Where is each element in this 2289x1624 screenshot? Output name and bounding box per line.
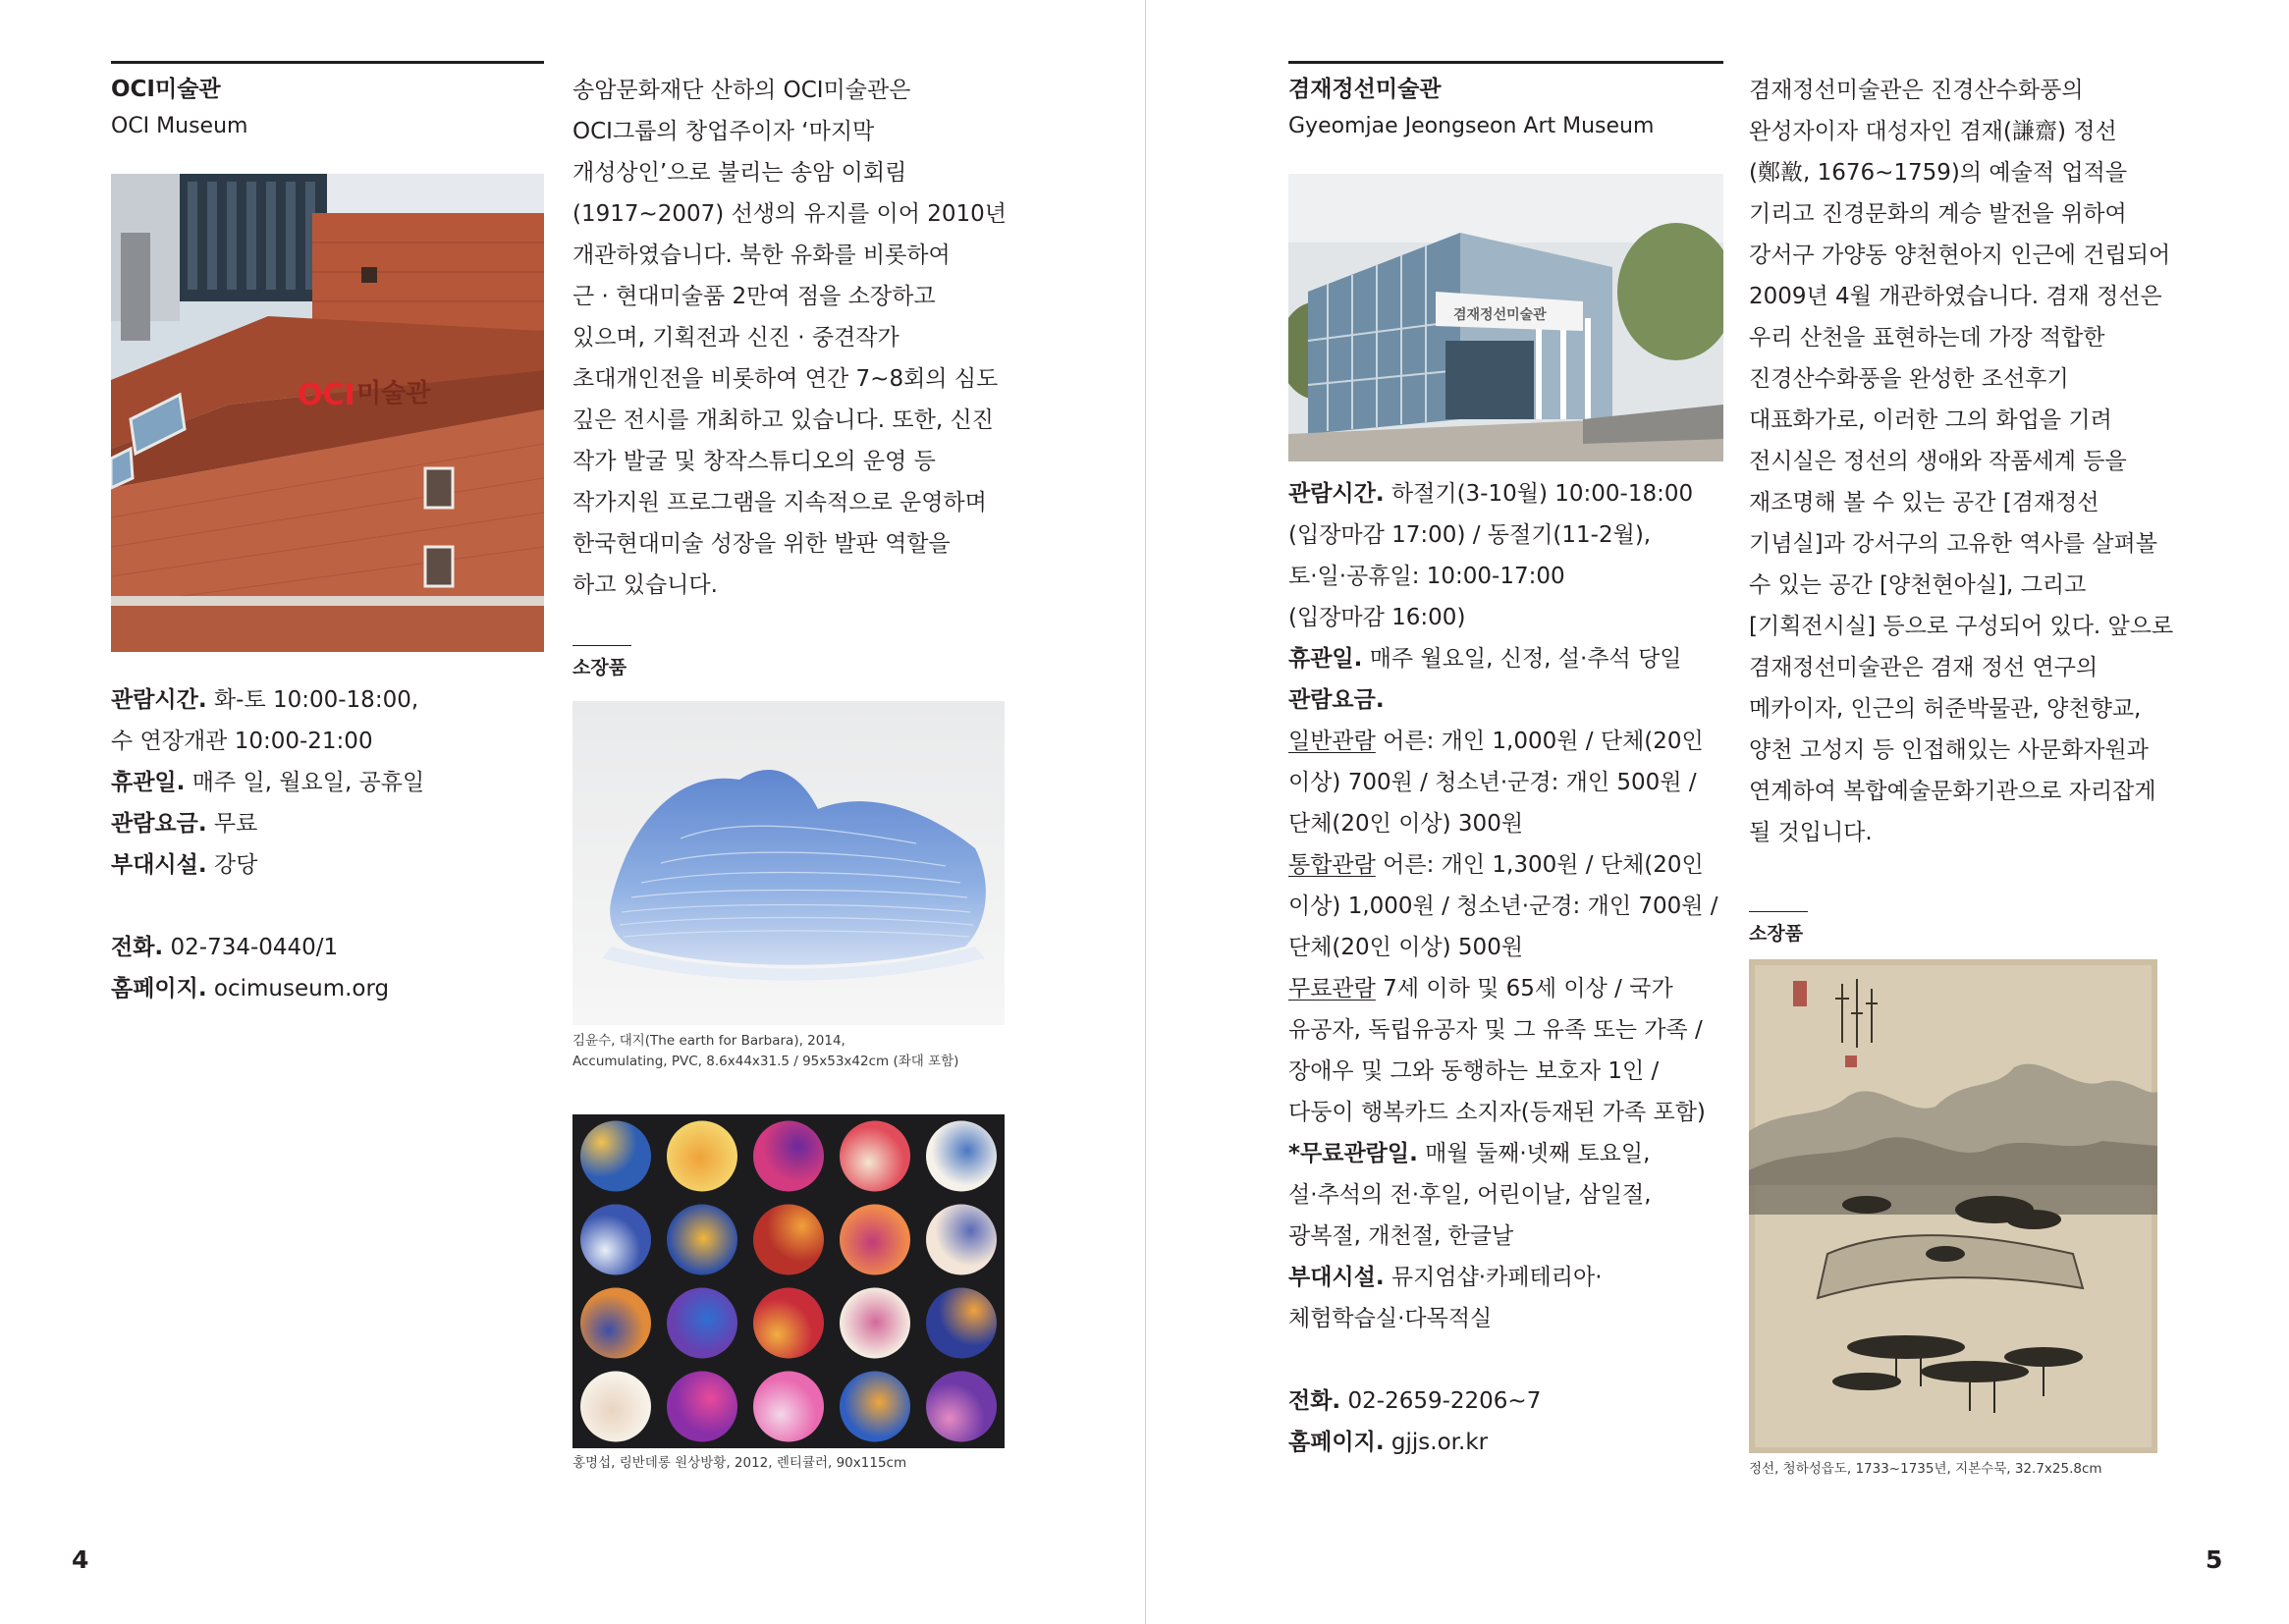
lenticular-circle — [840, 1205, 910, 1275]
info-line: 부대시설. 강당 — [111, 852, 258, 878]
info-line: 부대시설. 뮤지엄샵·카페테리아· — [1288, 1265, 1603, 1290]
info-line: 휴관일. 매주 일, 월요일, 공휴일 — [111, 770, 425, 795]
lenticular-circle — [580, 1288, 651, 1359]
description-line: 완성자이자 대성자인 겸재(謙齋) 정선 — [1749, 119, 2117, 144]
description-line: 대표화가로, 이러한 그의 화업을 기려 — [1749, 407, 2112, 433]
description-line: 연계하여 복합예술문화기관으로 자리잡게 — [1749, 779, 2156, 804]
description-line: 기리고 진경문화의 계승 발전을 위하여 — [1749, 201, 2127, 227]
info-line: 휴관일. 매주 월요일, 신정, 설·추석 당일 — [1288, 646, 1682, 672]
svg-text:OCI: OCI — [298, 378, 355, 412]
info-line: 무료관람 7세 이하 및 65세 이상 / 국가 — [1288, 976, 1673, 1001]
visit-info-list — [1288, 473, 1718, 1463]
description-line: 진경산수화풍을 완성한 조선후기 — [1749, 366, 2069, 392]
museum-description — [1749, 70, 2173, 853]
description-line: [기획전시실] 등으로 구성되어 있다. 앞으로 — [1749, 614, 2174, 639]
description-line: (鄭敾, 1676~1759)의 예술적 업적을 — [1749, 160, 2128, 186]
description-line: 겸재정선미술관은 진경산수화풍의 — [1749, 78, 2084, 103]
lenticular-circle — [667, 1372, 737, 1442]
info-line: 전화. 02-2659-2206~7 — [1288, 1388, 1542, 1414]
description-line: 초대개인전을 비롯하여 연간 7~8회의 심도 — [572, 366, 999, 392]
description-line: 메카이자, 인근의 허준박물관, 양천향교, — [1749, 696, 2142, 722]
collection-rule — [1749, 911, 1808, 912]
collection-rule — [572, 645, 631, 646]
info-line: 다둥이 행복카드 소지자(등재된 가족 포함) — [1288, 1100, 1706, 1125]
phone-line: 전화. 02-734-0440/1 — [111, 935, 339, 960]
collection-label: 소장품 — [1749, 923, 1804, 945]
description-line: 있으며, 기획전과 신진 · 중견작가 — [572, 325, 899, 351]
gyeomjae-building-photo — [1288, 174, 1723, 461]
info-line: 관람시간. 하절기(3-10월) 10:00-18:00 — [1288, 481, 1694, 507]
artwork-lenticular-circles — [572, 1114, 1005, 1448]
collection-label: 소장품 — [572, 657, 627, 678]
info-line: 체험학습실·다목적실 — [1288, 1306, 1493, 1331]
museum-title-english: OCI Museum — [111, 114, 248, 138]
info-line: (입장마감 16:00) — [1288, 605, 1466, 630]
lenticular-circle — [840, 1372, 910, 1442]
lenticular-circle — [667, 1205, 737, 1275]
artwork-ink-landscape — [1749, 959, 2157, 1453]
description-line: 개관하였습니다. 북한 유화를 비롯하여 — [572, 243, 951, 268]
info-line: 광복절, 개천절, 한글날 — [1288, 1223, 1514, 1249]
description-line: 한국현대미술 성장을 위한 발판 역할을 — [572, 531, 951, 557]
description-line: (1917~2007) 선생의 유지를 이어 2010년 — [572, 201, 1008, 227]
museum-description — [572, 70, 1007, 606]
info-line: (입장마감 17:00) / 동절기(11-2월), — [1288, 522, 1652, 548]
lenticular-circle — [753, 1288, 824, 1359]
info-line: *무료관람일. 매월 둘째·넷째 토요일, — [1288, 1141, 1651, 1166]
description-line: 수 있는 공간 [양천현아실], 그리고 — [1749, 572, 2087, 598]
info-line: 통합관람 어른: 개인 1,300원 / 단체(20인 — [1288, 852, 1704, 878]
header-rule — [111, 61, 544, 64]
lenticular-circle — [926, 1288, 997, 1359]
info-line: 이상) 700원 / 청소년·군경: 개인 500원 / — [1288, 770, 1697, 795]
description-line: 작가지원 프로그램을 지속적으로 운영하며 — [572, 490, 987, 515]
lenticular-circle — [753, 1372, 824, 1442]
description-line: 전시실은 정선의 생애와 작품세계 등을 — [1749, 449, 2127, 474]
lenticular-circle — [753, 1121, 824, 1192]
svg-text:미술관: 미술관 — [356, 379, 431, 408]
artwork-caption-2: 홍명섭, 링반데롱 원상방황, 2012, 렌티큘러, 90x115cm — [572, 1455, 907, 1471]
lenticular-circle — [926, 1121, 997, 1192]
homepage-line: 홈페이지. ocimuseum.org — [111, 976, 390, 1001]
lenticular-circle — [580, 1121, 651, 1192]
info-line: 홈페이지. gjjs.or.kr — [1288, 1430, 1489, 1455]
info-line: 유공자, 독립유공자 및 그 유족 또는 가족 / — [1288, 1017, 1703, 1043]
museum-title-korean: 겸재정선미술관 — [1288, 77, 1442, 102]
description-line: 될 것입니다. — [1749, 820, 1873, 845]
description-line: OCI그룹의 창업주이자 ‘마지막 — [572, 119, 875, 144]
description-line: 강서구 가양동 양천현아지 인근에 건립되어 — [1749, 243, 2171, 268]
artwork-earth-sculpture — [572, 701, 1005, 1025]
lenticular-circle — [840, 1121, 910, 1192]
page-number: 4 — [72, 1545, 89, 1574]
info-line: 토·일·공휴일: 10:00-17:00 — [1288, 564, 1565, 589]
info-line: 이상) 1,000원 / 청소년·군경: 개인 700원 / — [1288, 893, 1718, 919]
info-line: 일반관람 어른: 개인 1,000원 / 단체(20인 — [1288, 729, 1704, 754]
description-line: 2009년 4월 개관하였습니다. 겸재 정선은 — [1749, 284, 2162, 309]
museum-title-english: Gyeomjae Jeongseon Art Museum — [1288, 114, 1655, 138]
description-line: 개성상인’으로 불리는 송암 이회림 — [572, 160, 907, 186]
museum-title-korean: OCI미술관 — [111, 77, 221, 102]
description-line: 겸재정선미술관은 겸재 정선 연구의 — [1749, 655, 2098, 680]
info-line: 장애우 및 그와 동행하는 보호자 1인 / — [1288, 1058, 1660, 1084]
description-line: 양천 고성지 등 인접해있는 사문화자원과 — [1749, 737, 2149, 763]
description-line: 재조명해 볼 수 있는 공간 [겸재정선 — [1749, 490, 2099, 515]
lenticular-circle — [926, 1372, 997, 1442]
info-line: 관람요금. 무료 — [111, 811, 258, 837]
description-line: 근 · 현대미술품 2만여 점을 소장하고 — [572, 284, 936, 309]
description-line: 작가 발굴 및 창작스튜디오의 운영 등 — [572, 449, 936, 474]
info-gap — [111, 886, 424, 927]
info-line: 단체(20인 이상) 500원 — [1288, 935, 1524, 960]
info-line: 관람요금. — [1288, 687, 1385, 713]
info-line: 단체(20인 이상) 300원 — [1288, 811, 1524, 837]
info-line: 수 연장개관 10:00-21:00 — [111, 729, 373, 754]
lenticular-circle — [667, 1288, 737, 1359]
lenticular-circle — [753, 1205, 824, 1275]
description-line: 우리 산천을 표현하는데 가장 적합한 — [1749, 325, 2105, 351]
lenticular-circle — [667, 1121, 737, 1192]
description-line: 깊은 전시를 개최하고 있습니다. 또한, 신진 — [572, 407, 994, 433]
header-rule — [1288, 61, 1723, 64]
info-gap — [1288, 1339, 1718, 1380]
visit-info-list — [111, 679, 424, 1009]
page-spine — [1145, 0, 1146, 1624]
description-line: 송암문화재단 산하의 OCI미술관은 — [572, 78, 911, 103]
info-line: 관람시간. 화-토 10:00-18:00, — [111, 687, 419, 713]
oci-building-photo — [111, 174, 544, 652]
lenticular-circle — [580, 1205, 651, 1275]
description-line: 기념실]과 강서구의 고유한 역사를 살펴볼 — [1749, 531, 2157, 557]
artwork-caption-1: 김윤수, 대지(The earth for Barbara), 2014, Accumulating, PVC, 8.6x44x31.5 / 95x53x42cm (좌대 포함) — [572, 1033, 959, 1069]
lenticular-circle — [840, 1288, 910, 1359]
description-line: 하고 있습니다. — [572, 572, 718, 598]
svg-text:겸재정선미술관: 겸재정선미술관 — [1453, 307, 1547, 323]
info-line: 설·추석의 전·후일, 어린이날, 삼일절, — [1288, 1182, 1652, 1208]
lenticular-circle — [580, 1372, 651, 1442]
lenticular-circle — [926, 1205, 997, 1275]
page-number: 5 — [2206, 1545, 2223, 1574]
artwork-caption: 정선, 청하성읍도, 1733~1735년, 지본수묵, 32.7x25.8cm — [1749, 1461, 2102, 1477]
